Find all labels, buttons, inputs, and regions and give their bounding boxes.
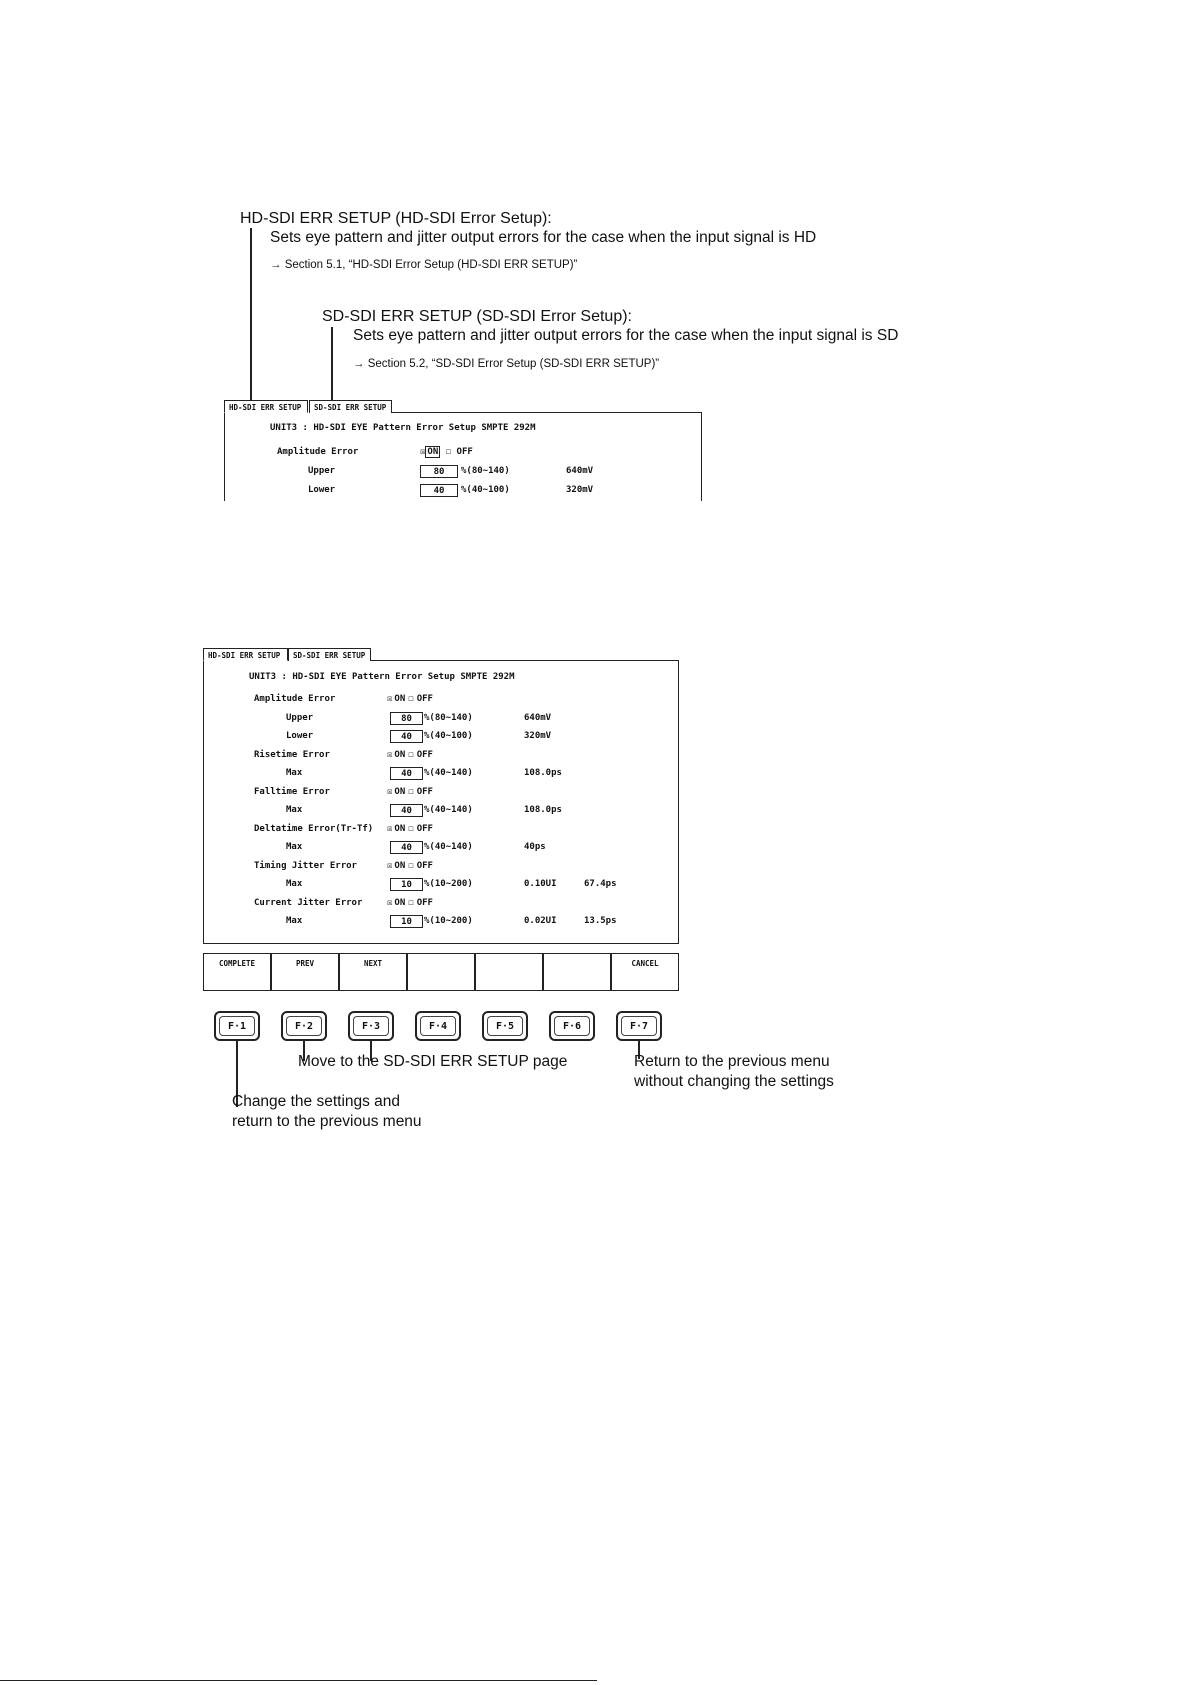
menu-complete[interactable]: COMPLETE — [203, 953, 271, 991]
f1-key-label: F·1 — [219, 1016, 255, 1036]
on-label: ON — [427, 447, 439, 457]
param-value-input[interactable]: 40 — [390, 841, 423, 854]
param-extra: 13.5ps — [584, 916, 617, 926]
top-lower-result: 320mV — [566, 485, 594, 495]
f3-key[interactable] — [348, 1011, 394, 1041]
param-result: 108.0ps — [524, 768, 562, 778]
off-label: OFF — [416, 786, 433, 797]
top-amplitude-label: Amplitude Error — [277, 447, 359, 457]
param-label: Max — [286, 768, 303, 778]
hd-leader-line — [250, 228, 252, 400]
checkbox-checked-icon: ☒ — [387, 694, 393, 704]
sd-leader-line — [331, 327, 333, 400]
tab-sd-sdi-err-setup[interactable]: SD-SDI ERR SETUP — [309, 400, 392, 413]
f7-callout — [634, 1052, 834, 1092]
menu-cancel[interactable]: CANCEL — [611, 953, 679, 991]
f1-callout — [232, 1092, 422, 1132]
top-lower-label: Lower — [308, 485, 336, 495]
f1-callout-line2: return to the previous menu — [232, 1113, 422, 1130]
off-label: OFF — [416, 749, 433, 760]
f2-key[interactable] — [281, 1011, 327, 1041]
checkbox-checked-icon: ☒ — [387, 860, 393, 871]
param-value-input[interactable]: 40 — [390, 804, 423, 817]
checkbox-checked-icon: ☒ — [387, 897, 393, 908]
tab-hd-sdi-err-setup[interactable]: HD-SDI ERR SETUP — [203, 648, 288, 661]
top-amplitude-toggle[interactable] — [420, 447, 473, 457]
f7-callout-line1: Return to the previous menu — [634, 1053, 830, 1070]
section-label: Amplitude Error — [254, 694, 336, 704]
f5-key-label: F·5 — [487, 1016, 523, 1036]
checkbox-empty-icon: ☐ — [408, 749, 414, 760]
settings-panel — [203, 661, 679, 944]
off-label: OFF — [416, 860, 433, 871]
checkbox-checked-icon: ☒ — [387, 749, 393, 760]
param-result: 40ps — [524, 842, 546, 852]
menu-f4-blank[interactable] — [407, 953, 475, 991]
f3-key-label: F·3 — [353, 1016, 389, 1036]
param-value-input[interactable]: 40 — [390, 767, 423, 780]
on-label: ON — [394, 786, 406, 797]
param-range: %(10~200) — [424, 879, 473, 889]
f6-key[interactable] — [549, 1011, 595, 1041]
footer-rule — [0, 1680, 597, 1681]
on-label: ON — [394, 897, 406, 908]
tab-hd-sdi-err-setup[interactable]: HD-SDI ERR SETUP — [224, 400, 308, 413]
checkbox-checked-icon: ☒ — [420, 447, 426, 457]
top-screen-title: UNIT3 : HD-SDI EYE Pattern Error Setup SMPTE 292M — [270, 423, 536, 433]
top-lower-input[interactable]: 40 — [420, 484, 458, 497]
on-label: ON — [394, 749, 406, 760]
hd-setup-reference: → Section 5.1, “HD-SDI Error Setup (HD-SDI ERR SETUP)” — [270, 259, 578, 271]
top-upper-input[interactable]: 80 — [420, 465, 458, 478]
param-value-input[interactable]: 10 — [390, 878, 423, 891]
top-screen-frame-left — [224, 413, 225, 501]
section-label: Risetime Error — [254, 749, 330, 760]
off-label: OFF — [416, 823, 433, 834]
param-range: %(10~200) — [424, 916, 473, 926]
param-extra: 67.4ps — [584, 879, 617, 889]
param-value-input[interactable]: 40 — [390, 730, 423, 743]
section-label: Deltatime Error(Tr-Tf) — [254, 823, 374, 834]
param-result: 0.02UI — [524, 916, 557, 926]
param-range: %(40~140) — [424, 805, 473, 815]
param-label: Lower — [286, 731, 314, 741]
on-off-toggle[interactable] — [387, 694, 433, 704]
param-label: Max — [286, 916, 303, 926]
param-value-input[interactable]: 10 — [390, 915, 423, 928]
f4-key-label: F·4 — [420, 1016, 456, 1036]
f6-key-label: F·6 — [554, 1016, 590, 1036]
param-result: 640mV — [524, 712, 552, 723]
off-label: OFF — [416, 694, 433, 704]
f5-key[interactable] — [482, 1011, 528, 1041]
f7-key-label: F·7 — [621, 1016, 657, 1036]
param-range: %(40~100) — [424, 731, 473, 741]
checkbox-empty-icon: ☐ — [408, 786, 414, 797]
checkbox-empty-icon: ☐ — [445, 447, 452, 457]
checkbox-empty-icon: ☐ — [408, 860, 414, 871]
on-off-toggle[interactable] — [387, 750, 433, 760]
screen-title: UNIT3 : HD-SDI EYE Pattern Error Setup SMPTE 292M — [249, 672, 515, 682]
top-lower-range: %(40~100) — [461, 485, 510, 495]
on-label: ON — [394, 823, 406, 834]
menu-f6-blank[interactable] — [543, 953, 611, 991]
checkbox-empty-icon: ☐ — [408, 897, 414, 908]
tab-sd-sdi-err-setup[interactable]: SD-SDI ERR SETUP — [288, 648, 371, 661]
top-screen-frame-top — [392, 412, 702, 413]
param-label: Max — [286, 842, 303, 852]
top-screen-frame-right — [701, 412, 702, 501]
off-label: OFF — [416, 897, 433, 908]
hd-setup-description: Sets eye pattern and jitter output errors for the case when the input signal is HD — [270, 229, 817, 246]
section-label: Timing Jitter Error — [254, 860, 357, 871]
f1-key[interactable] — [214, 1011, 260, 1041]
param-result: 108.0ps — [524, 805, 562, 815]
section-label: Current Jitter Error — [254, 897, 363, 908]
param-result: 0.10UI — [524, 879, 557, 889]
checkbox-checked-icon: ☒ — [387, 786, 393, 797]
f7-callout-line2: without changing the settings — [634, 1073, 834, 1090]
param-label: Max — [286, 805, 303, 815]
top-upper-range: %(80~140) — [461, 466, 510, 476]
param-result: 320mV — [524, 731, 552, 741]
f1-callout-line1: Change the settings and — [232, 1093, 401, 1110]
sd-setup-title: SD-SDI ERR SETUP (SD-SDI Error Setup): — [322, 308, 632, 325]
param-value-input[interactable]: 80 — [390, 712, 423, 725]
top-upper-label: Upper — [308, 466, 336, 476]
function-menu — [203, 953, 679, 991]
on-off-toggle[interactable] — [387, 861, 433, 871]
f4-key[interactable] — [415, 1011, 461, 1041]
menu-prev[interactable]: PREV — [271, 953, 339, 991]
menu-f5-blank[interactable] — [475, 953, 543, 991]
checkbox-empty-icon: ☐ — [408, 694, 414, 704]
hd-setup-title: HD-SDI ERR SETUP (HD-SDI Error Setup): — [240, 210, 552, 227]
off-label: OFF — [456, 447, 473, 457]
param-label: Upper — [286, 712, 314, 723]
param-range: %(40~140) — [424, 842, 473, 852]
f7-key[interactable] — [616, 1011, 662, 1041]
sd-setup-reference: → Section 5.2, “SD-SDI Error Setup (SD-SDI ERR SETUP)” — [353, 358, 660, 370]
f23-callout: Move to the SD-SDI ERR SETUP page — [298, 1053, 568, 1070]
checkbox-empty-icon: ☐ — [408, 823, 414, 834]
checkbox-checked-icon: ☒ — [387, 823, 393, 834]
on-off-toggle[interactable] — [387, 787, 433, 797]
on-off-toggle[interactable] — [387, 898, 433, 908]
f2-key-label: F·2 — [286, 1016, 322, 1036]
param-label: Max — [286, 879, 303, 889]
sd-setup-description: Sets eye pattern and jitter output errors for the case when the input signal is SD — [353, 327, 899, 344]
on-off-toggle[interactable] — [387, 824, 433, 834]
top-upper-result: 640mV — [566, 466, 594, 476]
param-range: %(40~140) — [424, 768, 473, 778]
on-label: ON — [394, 860, 406, 871]
on-label: ON — [394, 694, 406, 704]
section-label: Falltime Error — [254, 786, 330, 797]
param-range: %(80~140) — [424, 712, 473, 723]
menu-next[interactable]: NEXT — [339, 953, 407, 991]
